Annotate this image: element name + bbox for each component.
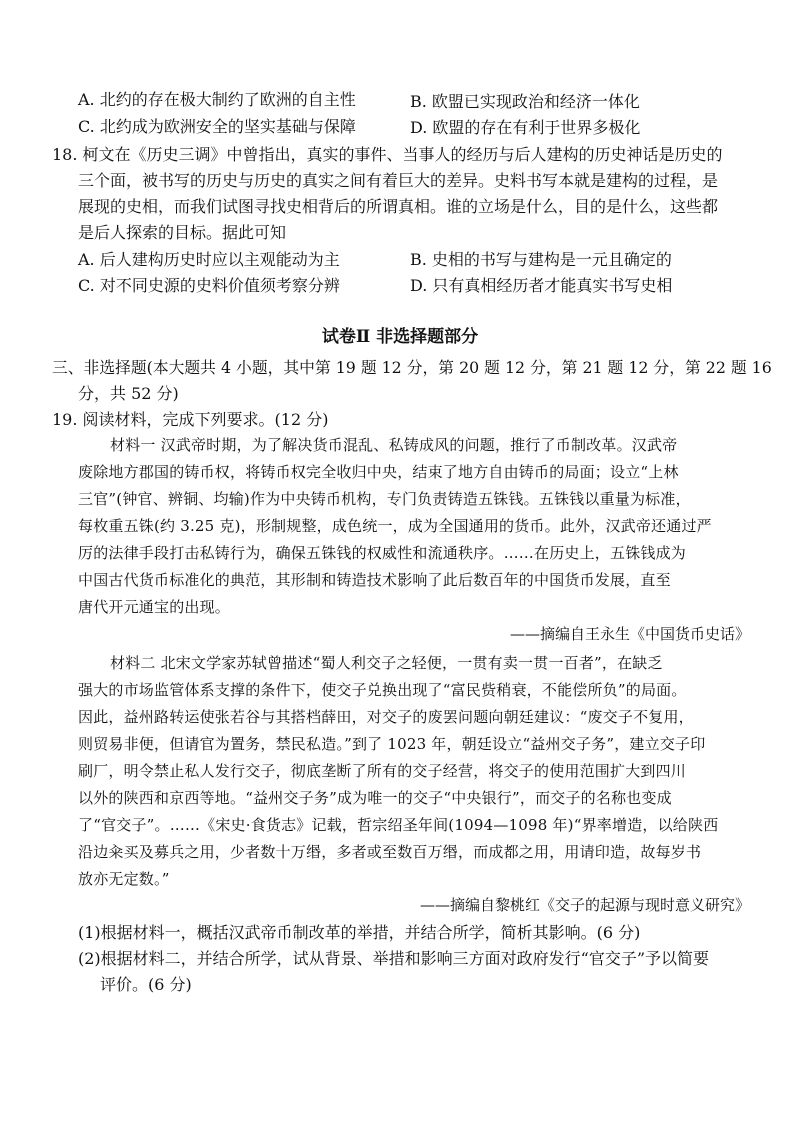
- material1-line: 中国古代货币标准化的典范，其形制和铸造技术影响了此后数百年的中国货币发展，直至: [78, 571, 671, 589]
- material2-line: 放亦无定数。”: [78, 870, 170, 888]
- material2-line: 强大的市场监管体系支撑的条件下，使交子兑换出现了“富民赀稍衰，不能偿所负”的局面。: [78, 681, 687, 699]
- q18-stem-line: 三个面，被书写的历史与历史的真实之间有着巨大的差异。史料书写本就是建构的过程，是: [78, 171, 719, 190]
- material2-line: 刷厂，明令禁止私人发行交子，彻底垄断了所有的交子经营，将交子的使用范围扩大到四川: [78, 762, 687, 780]
- q18-stem-line: 展现的史相，而我们试图寻找史相背后的所谓真相。谁的立场是什么，目的是什么，这些都: [78, 197, 719, 216]
- q18-option-b: B. 史相的书写与建构是一元且确定的: [410, 250, 672, 269]
- q18-option-d: D. 只有真相经历者才能真实书写史相: [410, 276, 673, 295]
- material2-line: 以外的陕西和京西等地。“益州交子务”成为唯一的交子“中央银行”，而交子的名称也变成: [78, 789, 672, 807]
- material1-line: 每枚重五铢(约 3.25 克)，形制规整，成色统一，成为全国通用的货币。此外，汉武帝还通过严: [78, 517, 712, 535]
- material1-line: 三官”(钟官、辨铜、均输)作为中央铸币机构，专门负责铸造五铢钱。五铢钱以重量为标准，: [78, 490, 691, 508]
- material2-line: 则贸易非便，但请官为置务，禁民私造。”到了 1023 年，朝廷设立“益州交子务”，建立交子印: [78, 735, 706, 753]
- q17-option-c: C. 北约成为欧洲安全的坚实基础与保障: [78, 117, 356, 136]
- q18-stem-line: 18. 柯文在《历史三调》中曾指出，真实的事件、当事人的经历与后人建构的历史神话是历史的: [52, 145, 723, 164]
- material1-line: 废除地方郡国的铸币权，将铸币权完全收归中央，结束了地方自由铸币的局面；设立“上林: [78, 463, 679, 481]
- material1-line: 唐代开元通宝的出现。: [78, 598, 231, 616]
- q17-option-a: A. 北约的存在极大制约了欧洲的自主性: [78, 90, 356, 109]
- material1-source: ——摘编自王永生《中国货币史话》: [509, 625, 750, 643]
- q19-heading: 19. 阅读材料，完成下列要求。(12 分): [52, 410, 329, 429]
- q19-subquestion-1: (1)根据材料一，概括汉武帝币制改革的举措，并结合所学，简析其影响。(6 分): [78, 923, 641, 942]
- material1-line: 厉的法律手段打击私铸行为，确保五铢钱的权威性和流通秩序。……在历史上，五铢钱成为: [78, 544, 687, 562]
- q19-subquestion-2-line: 评价。(6 分): [100, 975, 192, 994]
- q18-stem-line: 是后人探索的目标。据此可知: [78, 223, 287, 242]
- part3-heading-line: 分，共 52 分): [78, 384, 179, 403]
- material2-source: ——摘编自黎桃红《交子的起源与现时意义研究》: [419, 896, 750, 914]
- material2-line: 沿边籴买及募兵之用，少者数十万缗，多者或至数百万缗，而成都之用，用请印造，故每岁书: [78, 843, 702, 861]
- section-title: 试卷Ⅱ 非选择题部分: [321, 327, 479, 347]
- q17-option-b: B. 欧盟已实现政治和经济一体化: [410, 92, 640, 111]
- material1-line: 材料一 汉武帝时期，为了解决货币混乱、私铸成风的问题，推行了币制改革。汉武帝: [110, 436, 678, 454]
- q18-option-a: A. 后人建构历史时应以主观能动为主: [78, 250, 340, 269]
- q18-option-c: C. 对不同史源的史料价值须考察分辨: [78, 276, 340, 295]
- material2-line: 材料二 北宋文学家苏轼曾描述“蜀人利交子之轻便，一贯有卖一贯一百者”，在缺乏: [110, 654, 663, 672]
- q19-subquestion-2-line: (2)根据材料二，并结合所学，试从背景、举措和影响三方面对政府发行“官交子”予以简要: [78, 949, 710, 968]
- material2-line: 了“官交子”。……《宋史·食货志》记载，哲宗绍圣年间(1094—1098 年)“界率增造，以给陕西: [78, 816, 719, 834]
- part3-heading-line: 三、非选择题(本大题共 4 小题，其中第 19 题 12 分，第 20 题 12 分，第 21 题 12 分，第 22 题 16: [52, 358, 772, 377]
- q17-option-d: D. 欧盟的存在有利于世界多极化: [410, 118, 641, 137]
- material2-line: 因此，益州路转运使张若谷与其搭档薛田，对交子的废罢问题向朝廷建议：“废交子不复用，: [78, 708, 694, 726]
